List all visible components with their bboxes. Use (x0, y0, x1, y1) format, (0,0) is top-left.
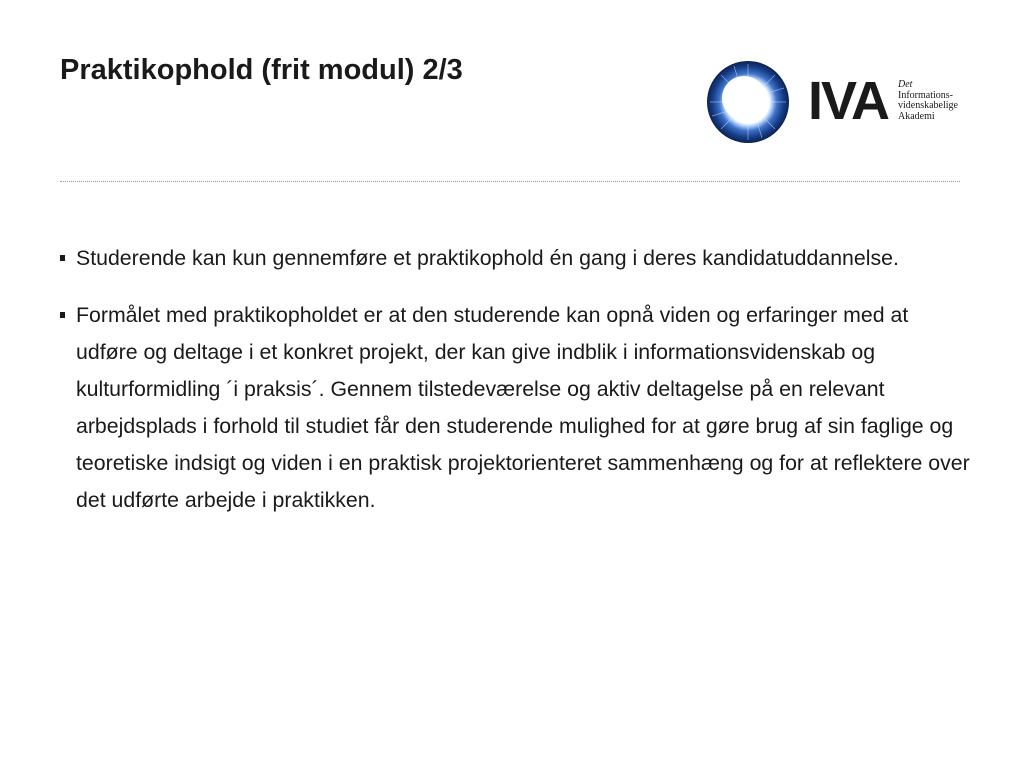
logo-tagline-line: videnskabelige (898, 100, 958, 111)
bullet-text: Studerende kan kun gennemføre et praktikophold én gang i deres kandidatuddannelse. (76, 246, 899, 270)
title-divider (60, 181, 960, 182)
iva-logo-letters: IVA (808, 71, 889, 131)
square-bullet-icon (60, 255, 65, 261)
iva-logo-tagline (898, 80, 958, 122)
iva-ring-emblem-icon (706, 60, 790, 144)
slide-title: Praktikophold (frit modul) 2/3 (60, 54, 463, 86)
iva-logo (706, 60, 966, 144)
bullet-item (60, 297, 970, 519)
logo-tagline-line: Informations- (898, 89, 953, 101)
bullet-text: Formålet med praktikopholdet er at den studerende kan opnå viden og erfaringer med at udføre og deltage i et konkret projekt, der kan give indblik i informationsvidenskab og kulturformidling ´i praksis´. Gennem tilstedeværelse og aktiv deltagelse på en relevant arbejdsplads i forhold til studiet får den studerende mulighed for at gøre brug af sin faglige og teoretiske indsigt og viden i en praktisk projektorienteret sammenhæng og for at reflektere over det udførte arbejde i praktikken. (76, 303, 970, 512)
logo-tagline-line: Akademi (898, 110, 935, 122)
logo-tagline-line: Det (898, 79, 913, 90)
bullet-list (60, 240, 970, 519)
slide-content (60, 240, 970, 539)
bullet-item (60, 240, 970, 277)
square-bullet-icon (60, 312, 65, 318)
